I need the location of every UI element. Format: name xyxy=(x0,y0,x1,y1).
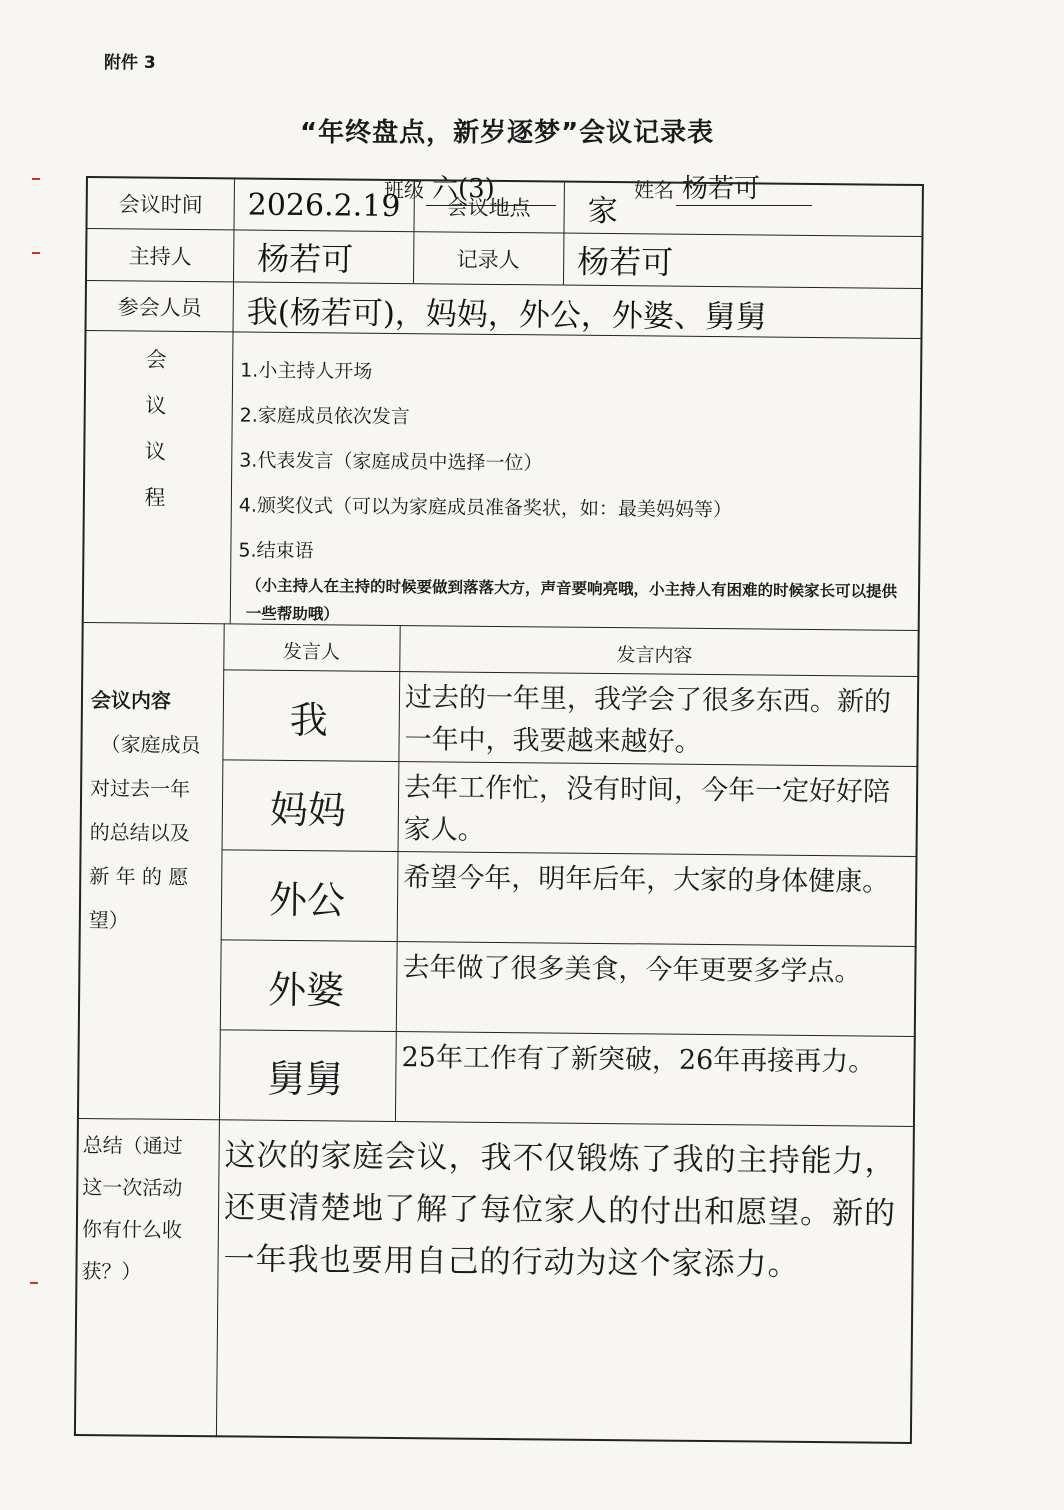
agenda-item: 1.小主持人开场 xyxy=(240,359,373,383)
speaker-header: 发言人 xyxy=(282,640,341,663)
host-label: 主持人 xyxy=(128,244,192,270)
meeting-place-value: 家 xyxy=(587,193,618,230)
name-value: 杨若可 xyxy=(676,168,812,206)
speech-content: 去年做了很多美食，今年更要多学点。 xyxy=(402,952,862,988)
summary-label-line: 这一次活动 xyxy=(82,1175,183,1200)
name-label: 姓名 xyxy=(634,178,674,202)
agenda-label-char: 议 xyxy=(144,439,166,464)
content-label-line: 对过去一年 xyxy=(90,776,191,802)
class-label: 班级 xyxy=(384,178,424,202)
margin-mark xyxy=(32,252,40,254)
content-label-line: （家庭成员 xyxy=(100,732,201,758)
margin-mark xyxy=(30,1282,38,1284)
margin-mark xyxy=(32,178,40,180)
recorder-label: 记录人 xyxy=(456,247,520,273)
summary-label-line: 获？） xyxy=(81,1259,142,1284)
agenda-label-char: 程 xyxy=(144,485,166,510)
table-rule xyxy=(395,625,401,1121)
speech-content: 25年工作有了新突破，26年再接再力。 xyxy=(401,1042,876,1078)
meeting-record-table xyxy=(74,176,924,1444)
agenda-label-char: 议 xyxy=(145,393,167,418)
agenda-list xyxy=(238,355,910,586)
form-title: “年终盘点，新岁逐梦”会议记录表 xyxy=(300,118,715,148)
speaker-name: 妈妈 xyxy=(269,787,347,833)
meeting-place-label: 会议地点 xyxy=(446,195,531,221)
agenda-label-char: 会 xyxy=(145,347,167,372)
summary-text: 这次的家庭会议，我不仅锻炼了我的主持能力，还更清楚地了解了每位家人的付出和愿望。新的一年我也要用自己的行动为这个家添力。 xyxy=(223,1137,897,1283)
speech-header: 发言内容 xyxy=(616,643,693,667)
summary-label xyxy=(81,1124,213,1293)
speech-content: 希望今年，明年后年，大家的身体健康。 xyxy=(403,862,890,898)
content-label-line: 望） xyxy=(88,908,129,933)
content-label-title: 会议内容 xyxy=(90,688,172,713)
agenda-item: 4.颁奖仪式（可以为家庭成员准备奖状，如：最美妈妈等） xyxy=(238,494,733,522)
agenda-item: 2.家庭成员依次发言 xyxy=(239,404,410,429)
agenda-item: 3.代表发言（家庭成员中选择一位） xyxy=(239,449,543,475)
content-label-line: 的总结以及 xyxy=(89,820,190,846)
meeting-time-label: 会议时间 xyxy=(118,192,203,218)
meeting-time-value: 2026.2.19 xyxy=(247,187,401,224)
host-value: 杨若可 xyxy=(257,239,354,279)
agenda-item: 5.结束语 xyxy=(238,539,314,563)
summary-label-line: 你有什么收 xyxy=(81,1217,183,1242)
agenda-label xyxy=(85,336,227,521)
attachment-label: 附件 3 xyxy=(104,53,156,73)
attendees-label: 参会人员 xyxy=(117,295,202,321)
speaker-name: 舅舅 xyxy=(267,1056,344,1102)
agenda-note: （小主持人在主持的时候要做到落落大方，声音要响亮哦，小主持人有困难的时候家长可以提供一些帮助哦） xyxy=(245,576,898,624)
class-value: 六(3) xyxy=(426,168,556,206)
summary-label-line: 总结（通过 xyxy=(82,1133,183,1158)
content-label-line: 新 年 的 愿 xyxy=(89,864,189,890)
attendees-value: 我(杨若可)，妈妈，外公，外婆、舅舅 xyxy=(246,294,768,336)
speaker-name: 外婆 xyxy=(267,967,345,1013)
recorder-value: 杨若可 xyxy=(577,242,674,282)
speaker-name: 我 xyxy=(289,697,329,742)
speaker-name: 外公 xyxy=(268,877,346,923)
content-label xyxy=(81,678,224,943)
speech-content: 过去的一年里，我学会了很多东西。新的一年中，我要越来越好。 xyxy=(404,682,892,758)
speech-content: 去年工作忙，没有时间，今年一定好好陪家人。 xyxy=(403,772,891,846)
